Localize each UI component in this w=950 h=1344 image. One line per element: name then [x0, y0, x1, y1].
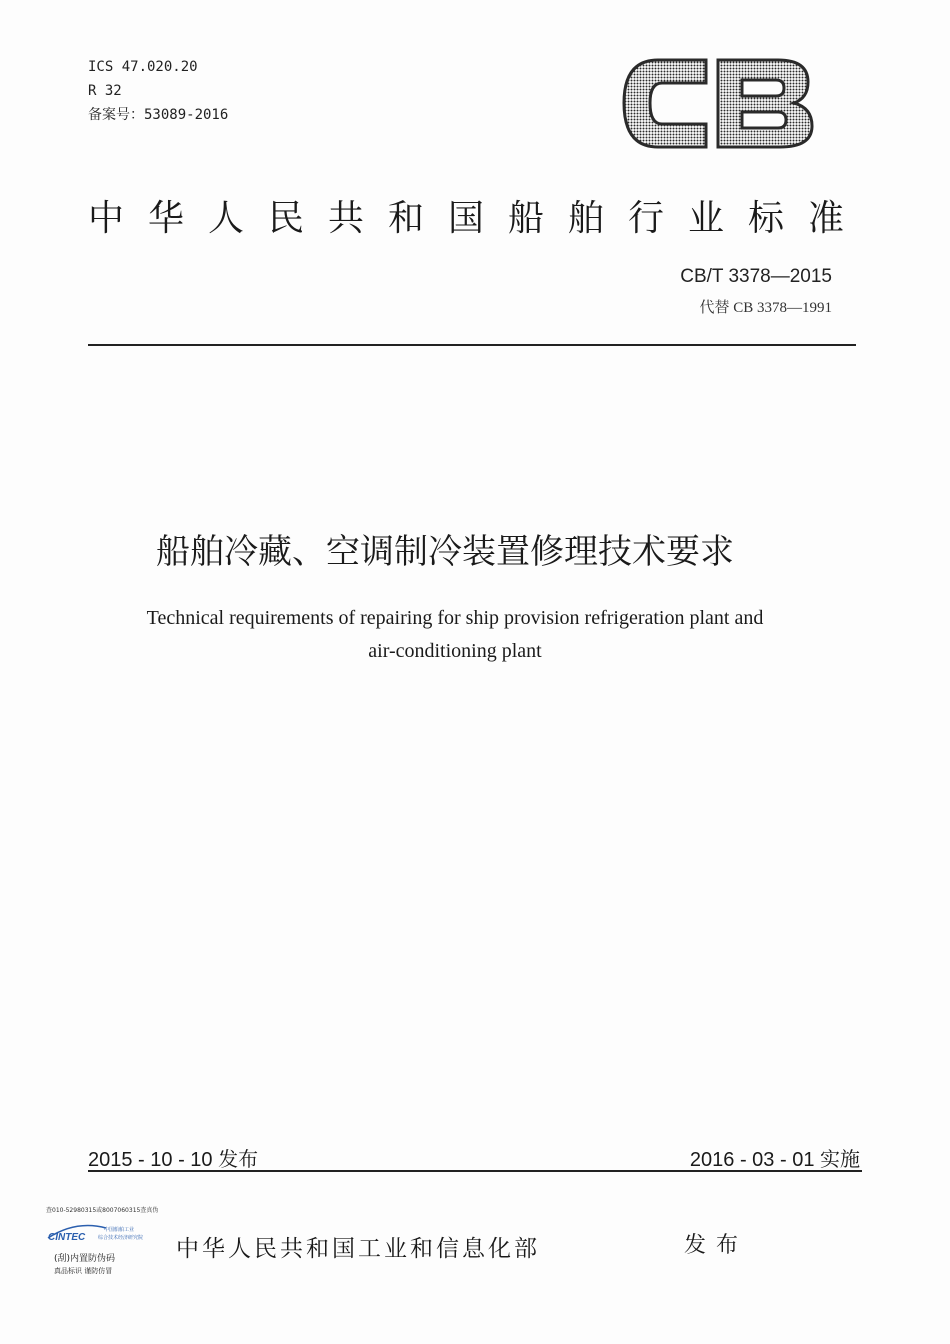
standard-number: CB/T 3378—2015 [680, 266, 832, 287]
stamp-warning-text: 真品标识 谨防仿冒 [54, 1267, 113, 1275]
top-divider [88, 344, 856, 346]
replaces-standard: 代替 CB 3378—1991 [699, 300, 832, 316]
publisher-name: 中华人民共和国工业和信息化部 [176, 1236, 540, 1262]
filing-number: 备案号：53089-2016 [88, 107, 229, 123]
cintec-sub1: 中国船舶工业 [104, 1227, 135, 1233]
cintec-logo [46, 1222, 156, 1244]
bottom-divider [88, 1170, 862, 1172]
org-title: 中华人民共和国船舶行业标准 [88, 198, 869, 239]
title-english-line2: air-conditioning plant [368, 640, 542, 662]
title-english [60, 602, 850, 668]
logo-b-shape [718, 60, 812, 147]
stamp-verify-text: 查010-52980315或8007060315查真伪 [46, 1207, 159, 1214]
ccs-code: R 32 [88, 83, 122, 99]
stamp-code-text: (刮)内置防伪码 [54, 1254, 116, 1264]
anti-counterfeit-stamp [40, 1205, 160, 1280]
effective-date: 2016 - 03 - 01 实施 [689, 1149, 860, 1171]
cb-logo [618, 52, 816, 155]
publish-label: 发布 [684, 1233, 749, 1258]
cintec-brand-text: CINTEC [48, 1232, 86, 1243]
ics-code: ICS 47.020.20 [88, 59, 198, 75]
classification-block [88, 55, 228, 127]
title-english-line1: Technical requirements of repairing for ship provision refrigeration plant and [146, 607, 764, 629]
title-chinese: 船舶冷藏、空调制冷装置修理技术要求 [156, 532, 734, 572]
issue-date: 2015 - 10 - 10 发布 [88, 1149, 259, 1171]
cintec-sub2: 综合技术经济研究院 [98, 1235, 144, 1241]
logo-c-shape [624, 60, 706, 147]
